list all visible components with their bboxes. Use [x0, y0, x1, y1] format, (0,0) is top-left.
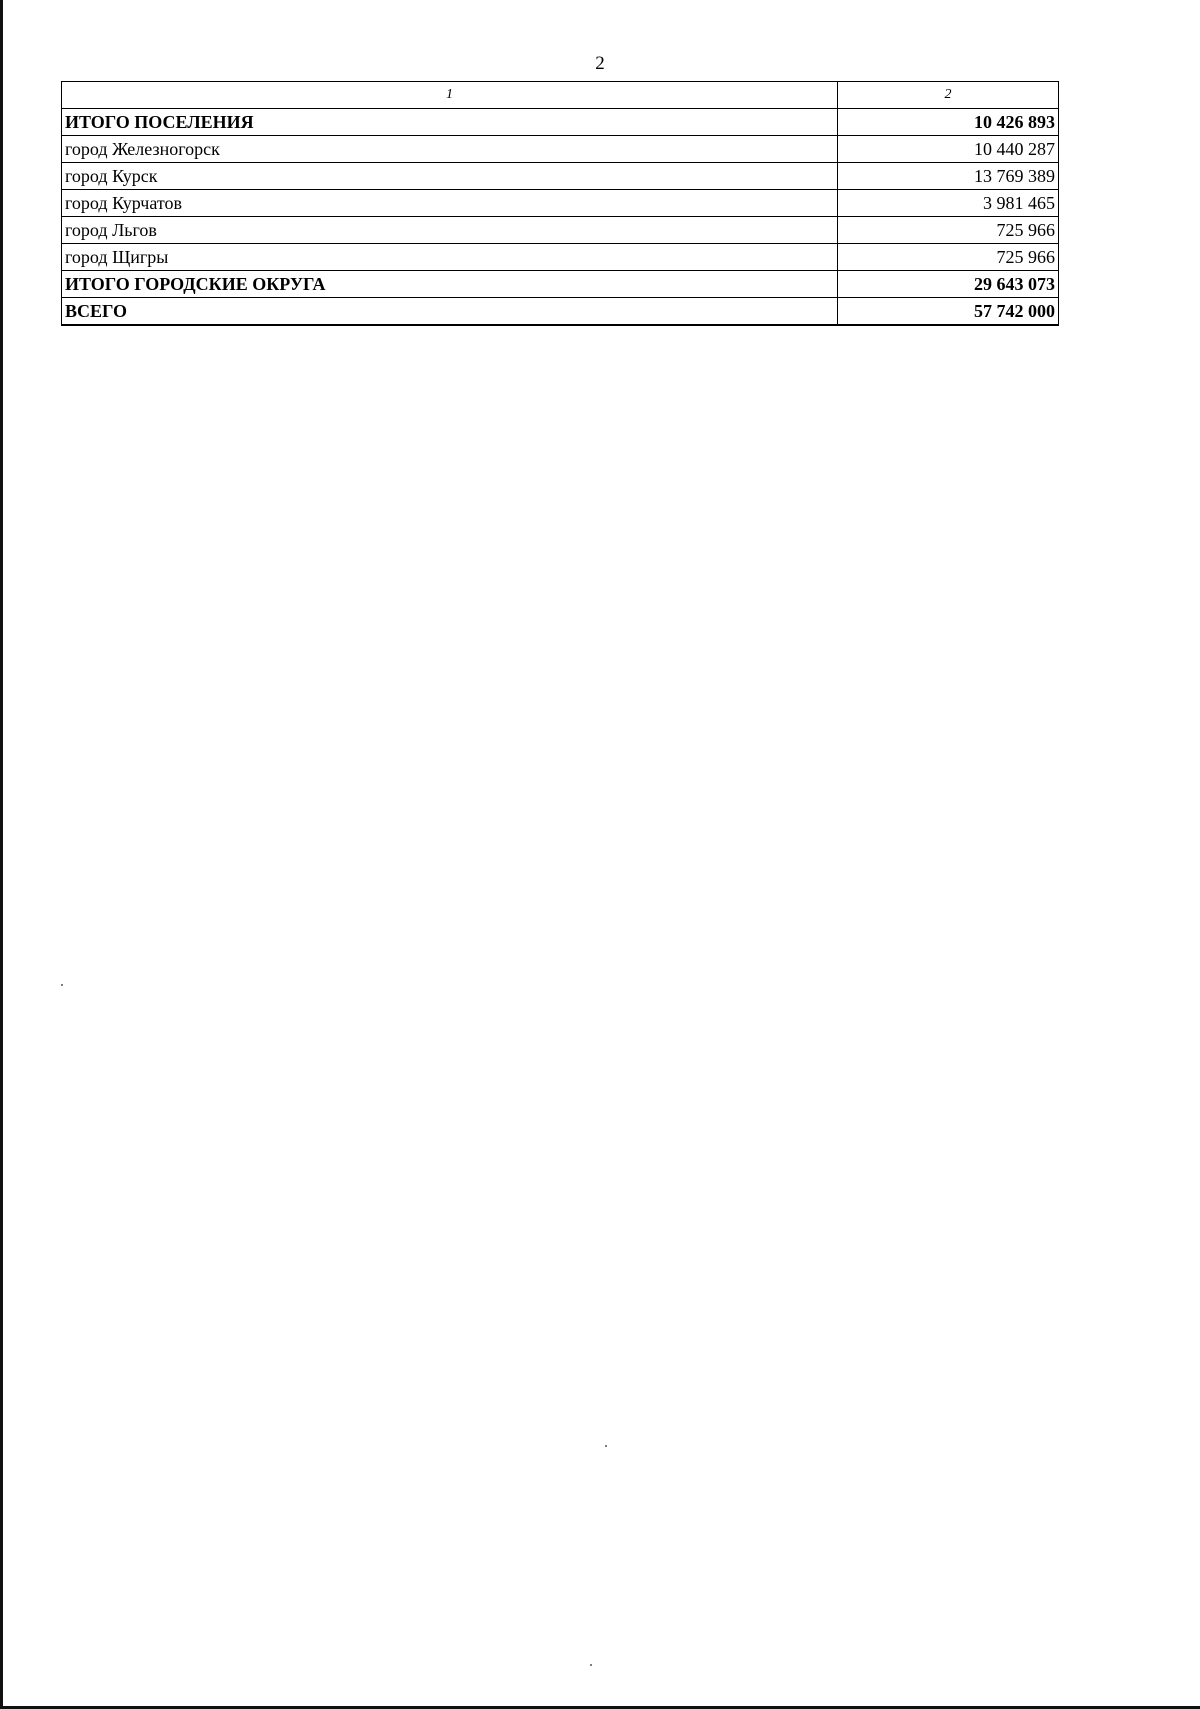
row-value: 725 966 [838, 217, 1059, 244]
row-name: город Щигры [62, 244, 838, 271]
row-name: город Железногорск [62, 136, 838, 163]
table-row [62, 190, 1059, 217]
row-value: 29 643 073 [838, 271, 1059, 298]
table-row [62, 217, 1059, 244]
row-name: город Льгов [62, 217, 838, 244]
scan-speck [590, 1664, 592, 1666]
row-value: 10 440 287 [838, 136, 1059, 163]
scan-speck [605, 1445, 607, 1447]
table-row-total-city-districts [62, 271, 1059, 298]
row-name: город Курчатов [62, 190, 838, 217]
row-name: ИТОГО ПОСЕЛЕНИЯ [62, 109, 838, 136]
table-row-grand-total [62, 298, 1059, 326]
data-table [61, 81, 1059, 326]
header-cell-2: 2 [838, 82, 1059, 109]
row-value: 13 769 389 [838, 163, 1059, 190]
row-name: ИТОГО ГОРОДСКИЕ ОКРУГА [62, 271, 838, 298]
row-name: город Курск [62, 163, 838, 190]
scan-speck [61, 984, 63, 986]
row-value: 725 966 [838, 244, 1059, 271]
row-value: 10 426 893 [838, 109, 1059, 136]
table-row-total-settlements [62, 109, 1059, 136]
table-header-row [62, 82, 1059, 109]
row-value: 57 742 000 [838, 298, 1059, 326]
table-row [62, 163, 1059, 190]
page-number: 2 [595, 53, 605, 74]
header-cell-1: 1 [62, 82, 838, 109]
row-name: ВСЕГО [62, 298, 838, 326]
scan-edge-left [0, 0, 3, 1709]
table-row [62, 136, 1059, 163]
row-value: 3 981 465 [838, 190, 1059, 217]
table-row [62, 244, 1059, 271]
